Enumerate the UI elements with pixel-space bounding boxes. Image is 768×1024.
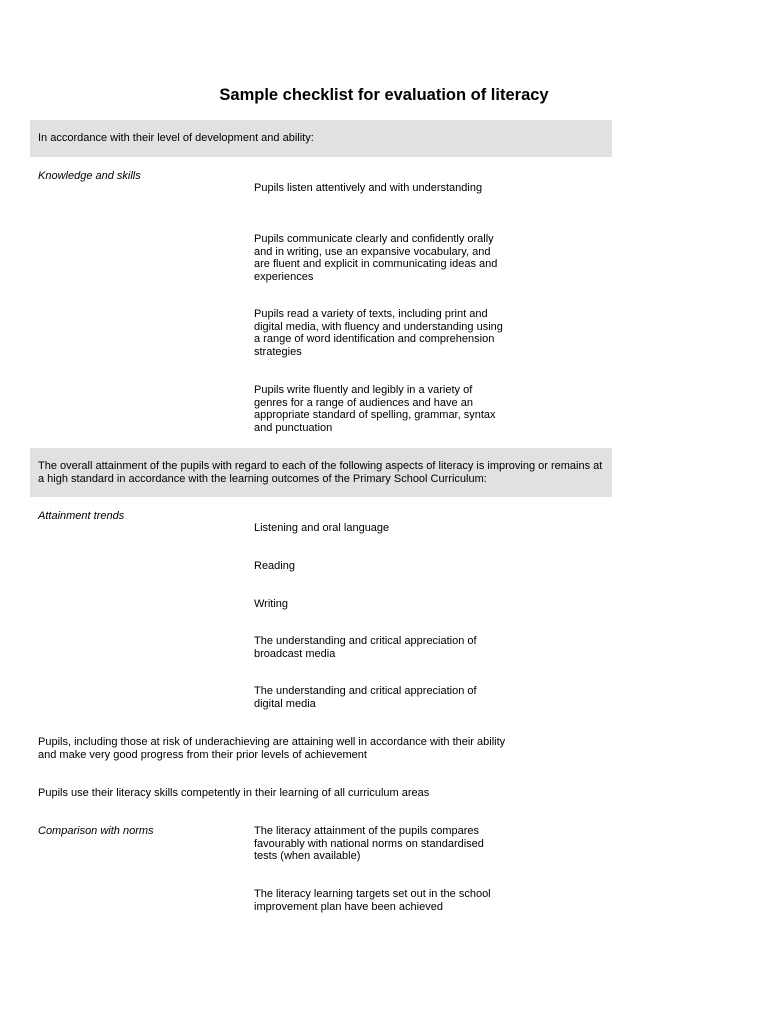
checklist-item: The literacy attainment of the pupils compares favourably with national norms on standardised tests (when available): [254, 825, 484, 863]
page-title: Sample checklist for evaluation of literacy: [219, 86, 549, 104]
checklist-item: Listening and oral language: [254, 522, 390, 534]
label-attainment-trends: Attainment trends: [38, 510, 125, 522]
checklist-item: The understanding and critical appreciation of broadcast media: [254, 635, 477, 660]
section-header-text: The overall attainment of the pupils with regard to each of the following aspects of literacy is improving or remains at a high standard in accordance with the learning outcomes of the Primary School Curriculum:: [38, 459, 603, 485]
statement-curriculum-areas: Pupils use their literacy skills competently in their learning of all curriculum areas: [38, 787, 430, 799]
checklist-item: Reading: [254, 560, 295, 572]
checklist-item: Pupils write fluently and legibly in a variety of genres for a range of audiences and have an appropriate standard of spelling, grammar, syntax and punctuation: [254, 384, 496, 434]
section-header-text: In accordance with their level of development and ability:: [38, 132, 314, 144]
statement-underachieving: Pupils, including those at risk of underachieving are attaining well in accordance with their ability and make very good progress from their prior levels of achievement: [38, 736, 506, 761]
section-header-development: [30, 120, 612, 157]
section-header-attainment: [30, 448, 612, 497]
label-comparison-with-norms: Comparison with norms: [38, 825, 154, 837]
label-knowledge-and-skills: Knowledge and skills: [38, 170, 141, 182]
checklist-item: Pupils communicate clearly and confidently orally and in writing, use an expansive vocabulary, and are fluent and explicit in communicating ideas and experiences: [254, 233, 498, 283]
checklist-item: Writing: [254, 598, 289, 610]
checklist-item: Pupils read a variety of texts, including print and digital media, with fluency and understanding using a range of word identification and comprehension strategies: [254, 308, 503, 358]
checklist-item: Pupils listen attentively and with understanding: [254, 182, 483, 194]
checklist-item: The literacy learning targets set out in the school improvement plan have been achieved: [254, 888, 491, 913]
checklist-item: The understanding and critical appreciation of digital media: [254, 685, 477, 710]
